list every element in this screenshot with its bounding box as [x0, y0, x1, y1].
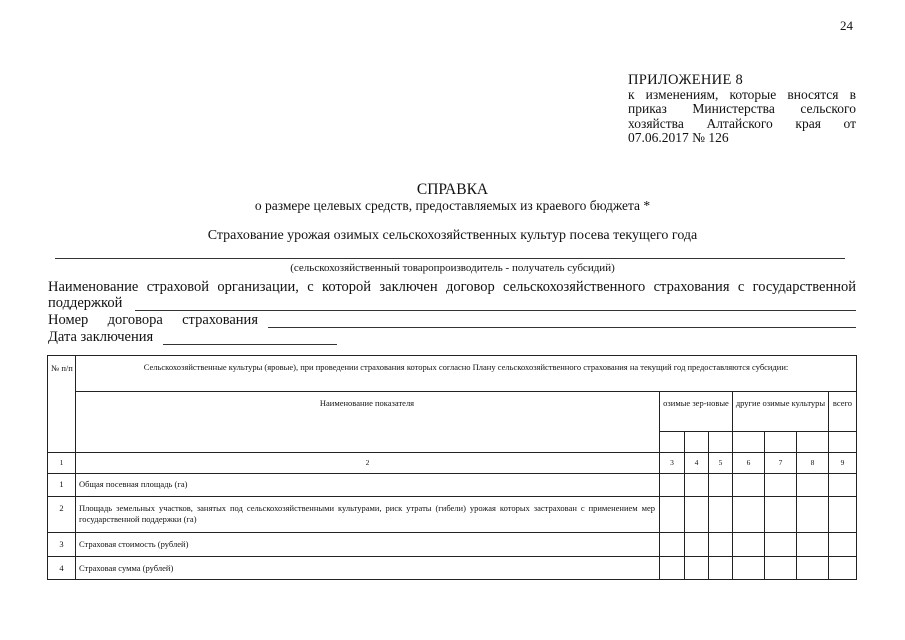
insurance-org-fill-line[interactable] [135, 310, 856, 311]
col-num: 2 [365, 458, 370, 467]
col-num: 8 [810, 458, 815, 467]
contract-number-label [48, 312, 258, 328]
row-number: 4 [59, 563, 64, 573]
contract-date-label: Дата заключения [48, 329, 154, 345]
crops-header: Сельскохозяйственные культуры (яровые), при проведении страхования которых согласно Плану сельскохозяйственного страхования на текущий год предоставляются субсидии: [143, 362, 789, 372]
row-label: Площадь земельных участков, занятых под сельскохозяйственными культурами, риск утраты (гибели) урожая которых застрахован с применением мер государственной поддержки (га) [79, 503, 655, 524]
row-number: 3 [59, 539, 64, 549]
col-num: 5 [718, 458, 723, 467]
page-number: 24 [840, 18, 853, 33]
row-label: Страховая стоимость (рублей) [79, 539, 189, 549]
contract-date-fill-line[interactable] [163, 344, 337, 345]
row-number: 1 [59, 479, 64, 489]
insurance-org-label-cont: поддержкой [48, 295, 123, 311]
appendix-title: ПРИЛОЖЕНИЕ 8 [628, 72, 744, 88]
program-name: Страхование урожая озимых сельскохозяйственных культур посева текущего года [207, 228, 698, 243]
row-label: Общая посевная площадь (га) [79, 479, 188, 489]
appendix-line: хозяйства Алтайского края от [628, 115, 856, 131]
insurance-org-label: Наименование страховой организации, с которой заключен договор сельскохозяйственного страхования с государственной [48, 279, 856, 295]
col-num: 3 [670, 458, 674, 467]
appendix-line: приказ Министерства сельского [628, 101, 856, 116]
producer-fill-line[interactable] [55, 258, 845, 259]
document-subtitle: о размере целевых средств, предоставляемых из краевого бюджета * [254, 198, 651, 213]
col-num: 9 [840, 458, 845, 467]
row-number: 2 [59, 503, 64, 513]
indicator-header: Наименование показателя [319, 398, 415, 408]
col-num: 6 [746, 458, 751, 467]
col-number-header: № п/п [51, 363, 73, 373]
appendix-line: 07.06.2017 № 126 [628, 130, 729, 145]
contract-number-word: Номер [48, 312, 89, 328]
col-num: 1 [59, 458, 64, 467]
producer-caption: (сельскохозяйственный товаропроизводитель - получатель субсидий) [290, 262, 615, 274]
other-winter-header: другие озимые культуры [735, 398, 826, 408]
col-num: 7 [778, 458, 783, 467]
contract-number-word: договора [107, 312, 163, 328]
contract-number-word: страхования [182, 312, 258, 328]
appendix-line: к изменениям, которые вносятся в [628, 86, 856, 102]
document-title: СПРАВКА [416, 181, 489, 198]
total-header: всего [832, 398, 853, 408]
contract-number-fill-line[interactable] [268, 327, 856, 328]
winter-grain-header: озимые зер-новые [663, 398, 729, 408]
subsidy-table [47, 355, 857, 580]
appendix-block [628, 73, 856, 146]
col-num: 4 [694, 458, 699, 467]
row-label: Страховая сумма (рублей) [79, 563, 174, 573]
